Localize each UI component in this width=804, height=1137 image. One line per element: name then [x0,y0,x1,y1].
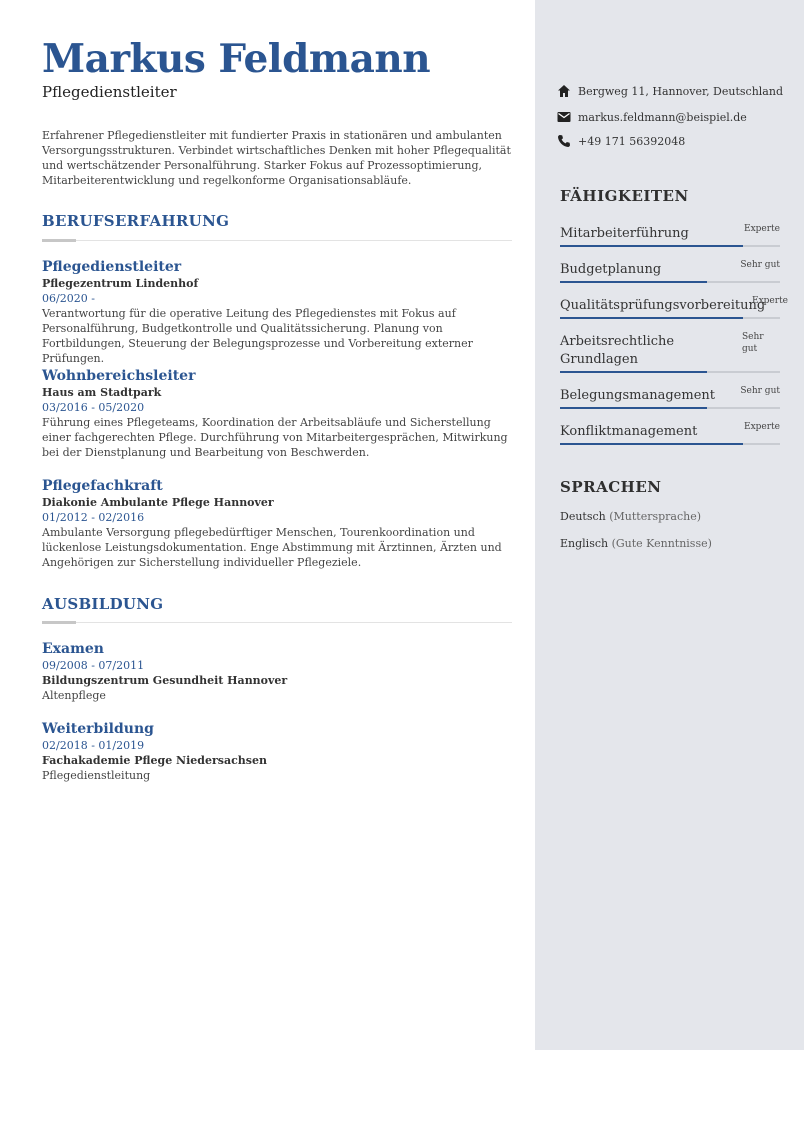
sidebar-panel [535,0,804,1050]
skill-bar [560,317,780,319]
skill-bar-fill [560,443,743,445]
experience-desc: Ambulante Versorgung pflegebedürftiger Menschen, Tourenkoordination und lückenlose Leistungsdokumentation. Enge Abstimmung mit Ärztinnen, Ärzten und Angehörigen zur Sicherstellung individueller Pflegeziele. [42,526,502,569]
skill-item [560,296,788,315]
skill-bar-fill [560,245,743,247]
contact-email[interactable] [556,109,747,125]
language-item [560,537,712,550]
skill-level: Experte [752,296,788,306]
skill-bar-fill [560,281,707,283]
mail-icon [556,109,572,125]
email-text[interactable]: markus.feldmann@beispiel.de [578,110,747,124]
language-item [560,510,701,523]
skill-item [560,261,780,279]
skill-name: Qualitätsprüfungsvorbereitung [560,298,766,313]
education-field: Altenpflege [42,689,106,702]
skill-bar [560,407,780,409]
skill-name: Arbeitsrechtliche Grundlagen [560,334,675,367]
skill-bar-fill [560,407,707,409]
experience-role: Pflegefachkraft [42,478,163,494]
education-degree: Examen [42,641,104,657]
skill-bar [560,443,780,445]
language-name: Deutsch [560,510,606,523]
experience-heading: BERUFSERFAHRUNG [42,212,230,230]
experience-date: 03/2016 - 05/2020 [42,401,145,414]
skill-item [560,423,780,441]
phone-text[interactable]: +49 171 56392048 [578,134,686,148]
skill-name: Mitarbeiterführung [560,226,689,241]
skill-level: Experte [744,224,780,234]
phone-icon [556,133,572,149]
education-entry [42,720,514,783]
experience-entry [42,258,514,366]
home-icon [556,83,572,99]
experience-role: Pflegedienstleiter [42,259,182,275]
skill-bar [560,371,780,373]
experience-org: Haus am Stadtpark [42,386,162,399]
language-level: (Gute Kenntnisse) [611,537,712,550]
education-degree: Weiterbildung [42,721,154,737]
skill-level: Experte [744,422,780,432]
experience-entry [42,367,514,460]
candidate-title: Pflegedienstleiter [42,83,177,101]
skill-level: Sehr gut [740,260,780,270]
language-level: (Muttersprache) [609,510,702,523]
candidate-name: Markus Feldmann [42,36,431,82]
skill-level: Sehr gut [742,332,764,354]
experience-role: Wohnbereichsleiter [42,368,196,384]
experience-divider [42,240,512,241]
education-school: Bildungszentrum Gesundheit Hannover [42,674,288,687]
skill-bar-fill [560,317,743,319]
skill-item [560,225,780,243]
education-date: 02/2018 - 01/2019 [42,739,145,752]
experience-desc: Führung eines Pflegeteams, Koordination der Arbeitsabläufe und Sicherstellung einer fachgerechten Pflege. Durchführung von Mitarbeitergesprächen, Mitwirkung bei der Dienstplanung und Bearbeitung von Beschwerden. [42,416,508,459]
education-divider [42,622,512,623]
experience-desc: Verantwortung für die operative Leitung des Pflegedienstes mit Fokus auf Personalführung, Budgetkontrolle und Qualitätssicherung. Planung von Fortbildungen, Steuerung der Belegungsprozesse und Vorbereitung externer Prüfungen. [42,307,473,365]
experience-date: 01/2012 - 02/2016 [42,511,145,524]
contact-phone[interactable] [556,133,685,149]
skill-bar-fill [560,371,707,373]
education-school: Fachakademie Pflege Niedersachsen [42,754,267,767]
skill-name: Konfliktmanagement [560,424,698,439]
education-heading: AUSBILDUNG [42,595,164,613]
education-field: Pflegedienstleitung [42,769,151,782]
skill-bar [560,281,780,283]
skill-name: Budgetplanung [560,262,662,277]
profile-summary: Erfahrener Pflegedienstleiter mit fundierter Praxis in stationären und ambulanten Versorgungsstrukturen. Verbindet wirtschaftliches Denken mit hoher Pflegequalität und wertschätzender Personalführung. Starker Fokus auf Prozessoptimierung, Mitarbeiterentwicklung und regelkonforme Organisationsabläufe. [42,129,511,187]
skill-item [560,387,780,405]
skills-heading: FÄHIGKEITEN [560,187,689,205]
skill-bar [560,245,780,247]
language-name: Englisch [560,537,609,550]
experience-org: Pflegezentrum Lindenhof [42,277,199,290]
skill-name: Belegungsmanagement [560,388,715,403]
education-date: 09/2008 - 07/2011 [42,659,145,672]
languages-heading: SPRACHEN [560,478,662,496]
education-entry [42,640,514,703]
address-text: Bergweg 11, Hannover, Deutschland [578,84,783,98]
experience-date: 06/2020 - [42,292,95,305]
contact-address [556,83,783,99]
skill-item [560,333,780,369]
experience-org: Diakonie Ambulante Pflege Hannover [42,496,274,509]
experience-entry [42,477,514,570]
skill-level: Sehr gut [740,386,780,396]
